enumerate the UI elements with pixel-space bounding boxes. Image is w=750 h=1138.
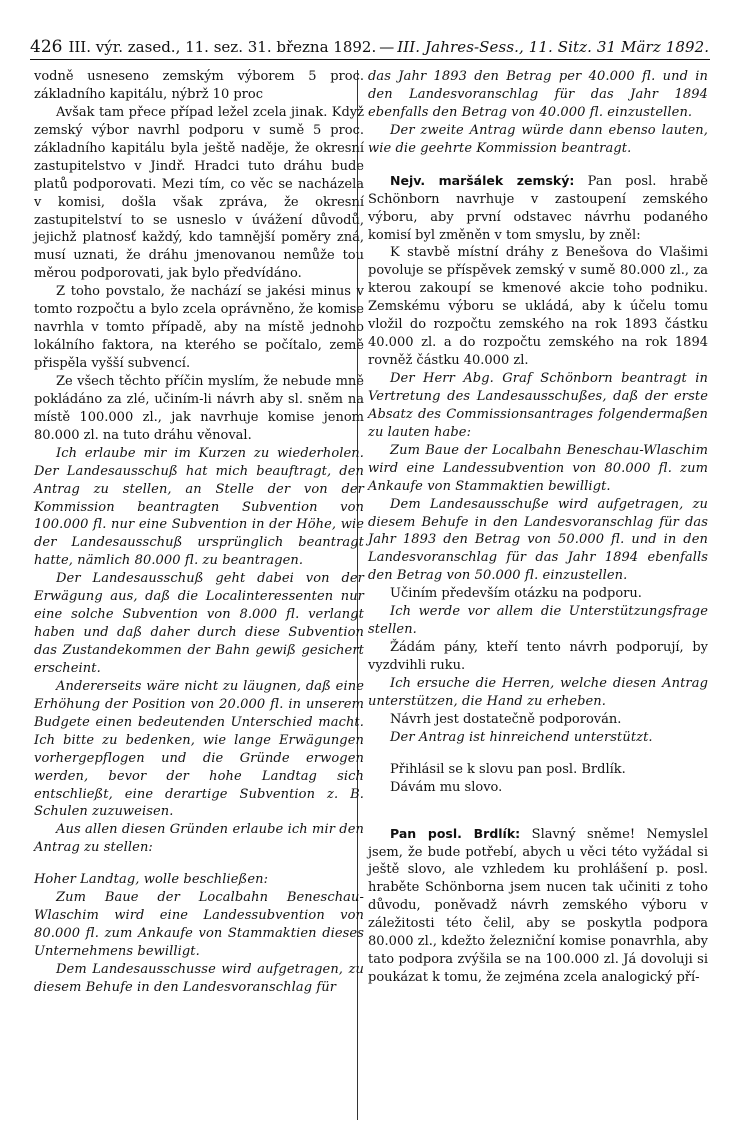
paragraph: [34, 283, 364, 373]
paragraph: [34, 678, 364, 822]
paragraph: [34, 373, 364, 445]
paragraph-text: K stavbě místní dráhy z Benešova do Vlašimi povoluje se příspěvek zemský v sumě 80.000 zl., za kterou zakoupí se kmenové akcie toho podniku. Zemskému výboru se ukládá, aby k účelu tomu vložil do rozpočtu zemského na rok 1893 částku 40.000 zl. a do rozpočtu zemského na rok 1894 rovněž částku 40.000 zl.: [368, 245, 708, 369]
paragraph-text: vodně usneseno zemským výborem 5 proc. základního kapitálu, nýbrž 10 proc: [34, 69, 364, 102]
paragraph-text: Dem Landesausschusse wird aufgetragen, zu diesem Behufe in den Landesvoranschlag für: [34, 961, 364, 995]
right-column: [368, 68, 708, 987]
speaker-name: Pan posl. Brdlík:: [390, 825, 521, 841]
paragraph: [368, 779, 708, 797]
page-header: [30, 37, 710, 60]
paragraph-text: Přihlásil se k slovu pan posl. Brdlík.: [390, 761, 626, 777]
paragraph: [34, 570, 364, 678]
paragraph: [368, 442, 708, 496]
paragraph: [368, 585, 708, 603]
paragraph-gap: [368, 747, 708, 761]
paragraph-text: Zum Baue der Localbahn Beneschau-Wlaschim wird eine Landessubvention von 80.000 fl. zum Ankaufe von Stammaktien bewilligt.: [368, 442, 708, 494]
paragraph-gap: [368, 797, 708, 825]
paragraph-text: Návrh jest dostatečně podporován.: [390, 711, 622, 727]
header-german: III. Jahres-Sess., 11. Sitz. 31 März 1892.: [397, 38, 710, 56]
paragraph: [368, 496, 708, 586]
paragraph-text: Hoher Landtag, wolle beschließen:: [34, 872, 269, 888]
paragraph-text: Zum Baue der Localbahn Beneschau-Wlaschim wird eine Landessubvention von 80.000 fl. zum Ankaufe von Stammaktien dieses Unternehmens bewilligt.: [34, 890, 364, 959]
paragraph-text: Ich ersuche die Herren, welche diesen Antrag unterstützen, die Hand zu erheben.: [368, 675, 708, 709]
paragraph: [368, 68, 708, 122]
paragraph-text: Avšak tam přece případ ležel zcela jinak. Když zemský výbor navrhl podporu v sumě 5 proc. základního kapitálu byla ještě naděje, že okresní zastupitelstvo v Jindř. Hradci tuto dráhu bude platů podporovati. Mezi tím, co věc se nacházela v komisi, došla však zpráva, že okresní zastupitelství to se usneslo v úvážení důvodů, jejichž platnosť každý, kdo tamnější poměry zná, musí uznati, že dráhu jmenovanou nemůže tou měrou podporovati, jak bylo předvídáno.: [34, 104, 364, 282]
speaker-name: Nejv. maršálek zemský:: [390, 172, 575, 188]
paragraph-gap: [368, 158, 708, 172]
paragraph-text: Slavný sněme! Nemyslel jsem, že bude potřebí, abych u věci této vyžádal si ještě slovo, ale vzhledem ku prohlášení p. posl. hraběte Schönborna jsem nucen tak učiniti z toho důvodu, poněvadž návrh zemského výboru v záležitosti této čelil, aby se poskytla podpora 80.000 zl., kdežto železniční komise ponavrhla, aby tato podpora zvýšila se na 100.000 zl. Já dovoluji si poukázat k tomu, že zejména zcela analogický pří-: [368, 826, 708, 986]
paragraph: [368, 122, 708, 158]
paragraph: [368, 729, 708, 747]
paragraph-gap: [34, 857, 364, 871]
paragraph-text: Z toho povstalo, že nachází se jakési minus v tomto rozpočtu a bylo zcela oprávněno, že komise navrhla v tomto případě, aby na místě jednoho lokálního faktora, na kterého se počítalo, země přispěla vyšší subvencí.: [34, 284, 364, 371]
page-number: 426: [30, 37, 63, 57]
paragraph: [368, 825, 708, 987]
paragraph: [368, 370, 708, 442]
paragraph-text: Učiním především otázku na podporu.: [390, 586, 642, 602]
paragraph-text: Ze všech těchto příčin myslím, že nebude mně pokládáno za zlé, učiním-li návrh aby sl. sněm na místě 100.000 zl., jak navrhuje komise jenom 80.000 zl. na tuto dráhu věnoval.: [34, 373, 364, 443]
paragraph-text: Andererseits wäre nicht zu läugnen, daß eine Erhöhung der Position von 20.000 fl. in unserem Budgete einen bedeutenden Unterschied macht. Ich bitte zu bedenken, wie lange Erwägungen vorhergepflogen und die Gründe erwogen werden, bevor der hohe Landtag sich entschließt, eine derartige Subvention z. B. Schulen zuzuweisen.: [34, 678, 364, 820]
paragraph-text: Aus allen diesen Gründen erlaube ich mir den Antrag zu stellen:: [34, 822, 364, 856]
paragraph: [34, 821, 364, 857]
paragraph: [34, 68, 364, 104]
paragraph: [368, 603, 708, 639]
paragraph-text: Dávám mu slovo.: [390, 779, 503, 795]
paragraph: [368, 244, 708, 370]
header-separator: —: [379, 38, 395, 56]
paragraph: [34, 104, 364, 283]
paragraph-text: Ich werde vor allem die Unterstützungsfrage stellen.: [368, 604, 708, 638]
paragraph: [368, 639, 708, 675]
paragraph: [34, 889, 364, 961]
paragraph: [34, 871, 364, 889]
paragraph: [368, 711, 708, 729]
paragraph-text: Der Herr Abg. Graf Schönborn beantragt in Vertretung des Landesausschußes, daß der erste Absatz des Commissionsantrages folgendermaßen zu lauten habe:: [368, 371, 708, 440]
paragraph-text: das Jahr 1893 den Betrag per 40.000 fl. und in den Landesvoranschlag für das Jahr 1894 ebenfalls den Betrag von 40.000 fl. einzustellen.: [368, 69, 708, 120]
paragraph-text: Dem Landesausschuße wird aufgetragen, zu diesem Behufe in den Landesvoranschlag für das Jahr 1893 den Betrag von 50.000 fl. und in den Landesvoranschlag für das Jahr 1894 ebenfalls den Betrag von 50.000 fl. einzustellen.: [368, 496, 708, 584]
header-czech: III. výr. zased., 11. sez. 31. března 1892.: [68, 38, 377, 56]
paragraph-text: Ich erlaube mir im Kurzen zu wiederholen. Der Landesausschuß hat mich beauftragt, den Antrag zu stellen, an Stelle der von der Kommission beantragten Subvention von 100.000 fl. nur eine Subvention in der Höhe, wie der Landesausschuß ursprünglich beantragt hatte, nämlich 80.000 fl. zu beantragen.: [34, 445, 364, 569]
paragraph: [368, 172, 708, 245]
paragraph-text: Pan posl. hrabě Schönborn navrhuje v zastoupení zemského výboru, aby první odstavec návrhu podaného komisí byl změněn v tom smyslu, by zněl:: [368, 173, 708, 243]
paragraph: [368, 761, 708, 779]
paragraph: [34, 961, 364, 997]
left-column: [34, 68, 364, 997]
paragraph-text: Der Antrag ist hinreichend unterstützt.: [390, 729, 653, 745]
paragraph-text: Der zweite Antrag würde dann ebenso lauten, wie die geehrte Kommission beantragt.: [368, 122, 708, 156]
paragraph-text: Žádám pány, kteří tento návrh podporují, by vyzdvihli ruku.: [368, 640, 708, 673]
paragraph: [34, 445, 364, 571]
paragraph-text: Der Landesausschuß geht dabei von der Erwägung aus, daß die Localinteressenten nur eine solche Subvention von 8.000 fl. verlangt haben und daß daher durch diese Subvention das Zustandekommen der Bahn gewiß gesichert erscheint.: [34, 571, 364, 676]
paragraph: [368, 675, 708, 711]
